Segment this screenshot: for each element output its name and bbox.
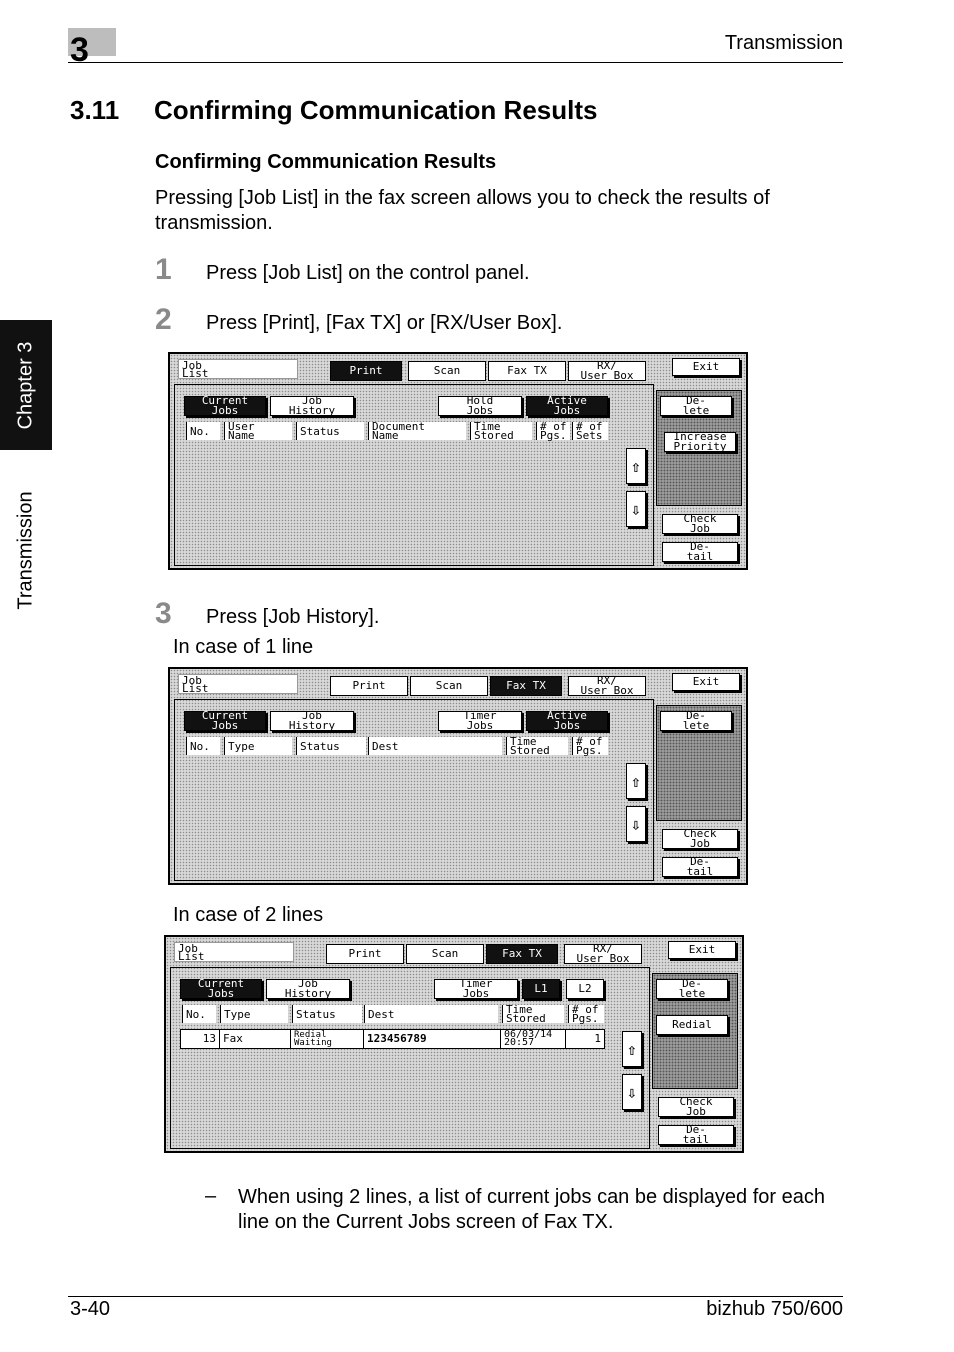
column-header: # of Sets <box>572 422 608 440</box>
column-header: User Name <box>224 422 292 440</box>
detail-button[interactable]: De- tail <box>662 542 738 562</box>
detail-button[interactable]: De- tail <box>662 857 738 877</box>
tab-fax-tx[interactable]: Fax TX <box>490 676 562 696</box>
column-header: # of Pgs. <box>536 422 570 440</box>
exit-button[interactable]: Exit <box>672 358 740 376</box>
header-rule <box>68 62 843 63</box>
column-header: Document Name <box>368 422 466 440</box>
tab-scan[interactable]: Scan <box>410 676 488 696</box>
product-model: bizhub 750/600 <box>706 1298 843 1320</box>
current-jobs-tab[interactable]: Current Jobs <box>180 979 262 999</box>
table-cell-type[interactable]: Fax <box>219 1029 291 1049</box>
tab-rx-user-box[interactable]: RX/ User Box <box>564 944 642 964</box>
scroll-up-arrow-icon[interactable]: ⇧ <box>626 448 646 484</box>
delete-button[interactable]: De- lete <box>656 979 728 999</box>
case-caption: In case of 1 line <box>173 636 314 658</box>
column-header: Status <box>296 737 366 755</box>
step-text: Press [Print], [Fax TX] or [RX/User Box]. <box>206 312 563 334</box>
exit-button[interactable]: Exit <box>668 941 736 959</box>
job-list-fax-screen-2-lines <box>164 935 744 1153</box>
section-number: 3.11 <box>70 95 120 125</box>
column-header: Status <box>296 422 364 440</box>
job-list-fax-screen-1-line <box>168 667 748 885</box>
column-header: Dest <box>368 737 502 755</box>
check-job-button[interactable]: Check Job <box>658 1097 734 1117</box>
tab-scan[interactable]: Scan <box>406 944 484 964</box>
active-jobs-button[interactable]: Active Jobs <box>526 711 608 731</box>
header-title: Transmission <box>724 32 843 54</box>
intro-paragraph: Pressing [Job List] in the fax screen allows you to check the results of transmission. <box>155 187 770 234</box>
check-job-button[interactable]: Check Job <box>662 514 738 534</box>
exit-button[interactable]: Exit <box>672 673 740 691</box>
section-title: Confirming Communication Results <box>154 95 598 125</box>
active-jobs-button[interactable]: Active Jobs <box>526 396 608 416</box>
check-job-button[interactable]: Check Job <box>662 829 738 849</box>
step-text: Press [Job History]. <box>206 606 380 628</box>
tab-rx-user-box[interactable]: RX/ User Box <box>568 676 646 696</box>
step-number: 2 <box>155 303 172 336</box>
scroll-down-arrow-icon[interactable]: ⇩ <box>622 1074 642 1110</box>
column-header: Time Stored <box>502 1005 564 1023</box>
case-caption: In case of 2 lines <box>173 904 324 926</box>
tab-print[interactable]: Print <box>326 944 404 964</box>
job-history-tab[interactable]: Job History <box>270 396 354 416</box>
column-header: Status <box>292 1005 362 1023</box>
current-jobs-tab[interactable]: Current Jobs <box>184 711 266 731</box>
delete-button[interactable]: De- lete <box>660 711 732 731</box>
timer-jobs-button[interactable]: Timer Jobs <box>438 711 522 731</box>
increase-priority-button[interactable]: Increase Priority <box>664 432 736 452</box>
column-header: No. <box>186 422 220 440</box>
page-number: 3-40 <box>70 1298 111 1320</box>
column-header: Time Stored <box>470 422 532 440</box>
step-text: Press [Job List] on the control panel. <box>206 262 530 284</box>
column-header: # of Pgs. <box>568 1005 604 1023</box>
chapter-number: 3 <box>70 31 89 69</box>
column-header: # of Pgs. <box>572 737 608 755</box>
scroll-up-arrow-icon[interactable]: ⇧ <box>626 763 646 799</box>
hold-jobs-button[interactable]: Hold Jobs <box>438 396 522 416</box>
job-list-label: Job List <box>182 674 209 695</box>
detail-button[interactable]: De- tail <box>658 1125 734 1145</box>
scroll-up-arrow-icon[interactable]: ⇧ <box>622 1031 642 1067</box>
table-cell-pages[interactable]: 1 <box>565 1029 605 1049</box>
table-cell-time[interactable]: 06/03/14 20:57 <box>500 1029 566 1049</box>
column-header: No. <box>186 737 220 755</box>
footer-rule <box>68 1296 843 1297</box>
side-tab-section: Transmission <box>14 490 37 610</box>
column-header: Type <box>220 1005 288 1023</box>
redial-button[interactable]: Redial <box>656 1015 728 1035</box>
tab-print[interactable]: Print <box>330 361 402 381</box>
step-number: 3 <box>155 597 172 630</box>
column-header: No. <box>182 1005 216 1023</box>
job-history-tab[interactable]: Job History <box>270 711 354 731</box>
subheading: Confirming Communication Results <box>155 151 497 173</box>
job-list-print-screen <box>168 352 748 570</box>
tab-fax-tx[interactable]: Fax TX <box>486 944 558 964</box>
column-header: Time Stored <box>506 737 568 755</box>
job-list-label: Job List <box>182 359 209 380</box>
note-text: When using 2 lines, a list of current jobs can be displayed for each line on the Current Jobs screen of Fax TX. <box>238 1186 825 1233</box>
job-list-label: Job List <box>178 942 205 963</box>
timer-jobs-button[interactable]: Timer Jobs <box>434 979 518 999</box>
line-1-button[interactable]: L1 <box>522 979 560 999</box>
section-heading <box>70 95 597 126</box>
current-jobs-tab[interactable]: Current Jobs <box>184 396 266 416</box>
tab-fax-tx[interactable]: Fax TX <box>488 361 566 381</box>
step-number: 1 <box>155 253 172 286</box>
scroll-down-arrow-icon[interactable]: ⇩ <box>626 806 646 842</box>
tab-print[interactable]: Print <box>330 676 408 696</box>
note-dash: – <box>205 1185 217 1207</box>
job-history-tab[interactable]: Job History <box>266 979 350 999</box>
tab-rx-user-box[interactable]: RX/ User Box <box>568 361 646 381</box>
delete-button[interactable]: De- lete <box>660 396 732 416</box>
line-2-button[interactable]: L2 <box>566 979 604 999</box>
side-tab-chapter: Chapter 3 <box>14 341 37 429</box>
tab-scan[interactable]: Scan <box>408 361 486 381</box>
table-cell-dest[interactable]: 123456789 <box>363 1029 501 1049</box>
column-header: Dest <box>364 1005 498 1023</box>
table-cell-no[interactable]: 13 <box>180 1029 220 1049</box>
table-cell-status[interactable]: Redial Waiting <box>290 1029 364 1049</box>
column-header: Type <box>224 737 292 755</box>
scroll-down-arrow-icon[interactable]: ⇩ <box>626 491 646 527</box>
